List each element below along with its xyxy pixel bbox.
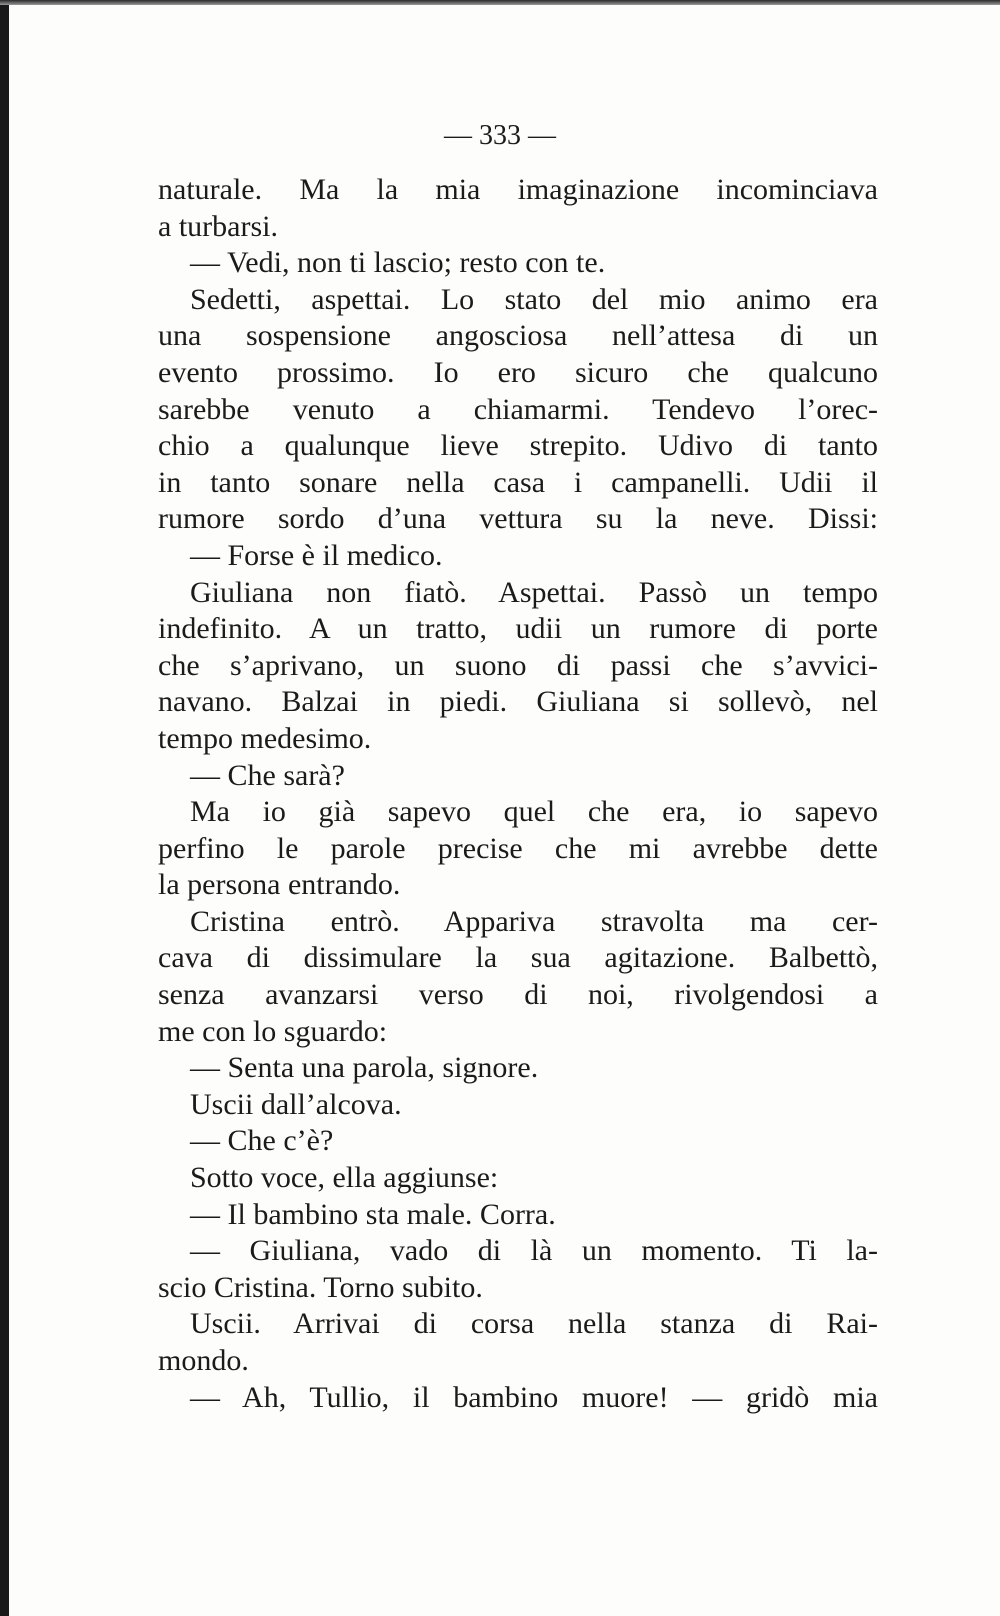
page-top-edge — [0, 0, 1000, 5]
text-line: tempo medesimo. — [158, 721, 372, 755]
text-line: rumore sordo d’una vettura su la neve. Dissi: — [158, 502, 878, 536]
body-text — [158, 172, 878, 1416]
text-line: senza avanzarsi verso di noi, rivolgendosi a — [158, 978, 878, 1012]
page-number: — 333 — — [444, 120, 556, 151]
dialogue-line: — Giuliana, vado di là un momento. Ti la- — [190, 1234, 878, 1268]
text-line: scio Cristina. Torno subito. — [158, 1270, 483, 1304]
text-line: me con lo sguardo: — [158, 1014, 388, 1048]
text-line: chio a qualunque lieve strepito. Udivo di tanto — [158, 429, 878, 463]
text-line: sarebbe venuto a chiamarmi. Tendevo l’orec- — [158, 392, 878, 426]
text-line: Sotto voce, ella aggiunse: — [190, 1161, 499, 1195]
dialogue-line: — Vedi, non ti lascio; resto con te. — [190, 246, 606, 280]
text-line: Sedetti, aspettai. Lo stato del mio animo era — [190, 282, 878, 316]
text-line: perfino le parole precise che mi avrebbe dette — [158, 831, 878, 865]
dialogue-line: — Forse è il medico. — [190, 538, 443, 572]
dialogue-line: — Il bambino sta male. Corra. — [190, 1197, 556, 1231]
text-line: indefinito. A un tratto, udii un rumore di porte — [158, 612, 878, 646]
text-line: cava di dissimulare la sua agitazione. Balbettò, — [158, 941, 878, 975]
text-line: naturale. Ma la mia imaginazione incominciava — [158, 173, 878, 206]
text-line: a turbarsi. — [158, 209, 278, 243]
text-line: che s’aprivano, un suono di passi che s’avvici- — [158, 648, 878, 682]
dialogue-line: — Ah, Tullio, il bambino muore! — gridò mia — [190, 1380, 878, 1414]
text-line: evento prossimo. Io ero sicuro che qualcuno — [158, 355, 878, 389]
text-line: Uscii dall’alcova. — [190, 1087, 402, 1121]
text-line: Giuliana non fiatò. Aspettai. Passò un tempo — [190, 575, 878, 609]
dialogue-line: — Senta una parola, signore. — [190, 1051, 539, 1085]
dialogue-line: — Che sarà? — [190, 758, 345, 792]
text-line: Cristina entrò. Appariva stravolta ma cer- — [190, 904, 878, 938]
text-line: navano. Balzai in piedi. Giuliana si sollevò, nel — [158, 685, 878, 719]
text-line: Ma io già sapevo quel che era, io sapevo — [190, 795, 878, 829]
text-line: la persona entrando. — [158, 868, 401, 902]
text-line: in tanto sonare nella casa i campanelli. Udii il — [158, 465, 878, 499]
text-line: una sospensione angosciosa nell’attesa di un — [158, 319, 878, 353]
text-line: Uscii. Arrivai di corsa nella stanza di Rai- — [190, 1307, 878, 1341]
dialogue-line: — Che c’è? — [190, 1124, 334, 1158]
page-binding-edge — [0, 0, 9, 1616]
text-line: mondo. — [158, 1344, 249, 1377]
